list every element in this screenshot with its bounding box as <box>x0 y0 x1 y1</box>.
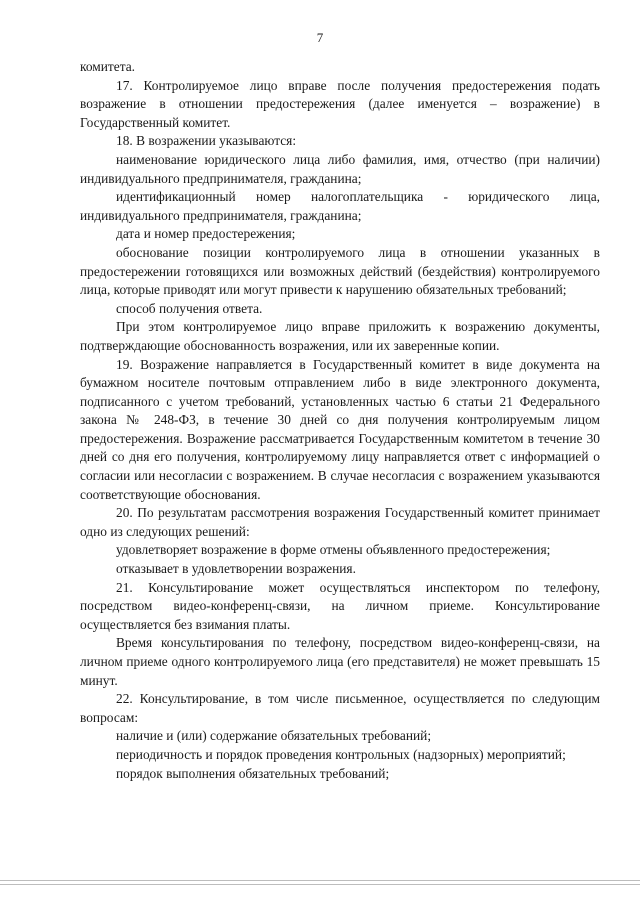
page-number: 7 <box>316 30 324 45</box>
paragraph: периодичность и порядок проведения контрольных (надзорных) мероприятий; <box>116 746 566 762</box>
paragraph: комитета. <box>80 59 136 74</box>
footer-divider <box>0 884 640 885</box>
paragraph: дата и номер предостережения; <box>116 226 296 242</box>
footer-divider <box>0 880 640 881</box>
paragraph: 19. Возражение направляется в Государственный комитет в виде документа на бумажном носителе почтовым отправлением либо в виде электронного документа, подписанного с учетом требований, установленных частью 6 статьи 21 Федерального закона № 248-ФЗ, в течение 30 дней со дня получения контролируемым лицом предостережения. Возражение рассматривается Государственным комитетом в течение 30 дней со дня его получения, контролируемому лицу направляется ответ с информацией о согласии или несогласии с возражением. В случае несогласия с возражением указываются соответствующие обоснования. <box>80 356 600 502</box>
paragraph: 17. Контролируемое лицо вправе после получения предостережения подать возражение в отношении предостережения (далее именуется – возражение) в Государственный комитет. <box>80 77 600 130</box>
paragraph: удовлетворяет возражение в форме отмены объявленного предостережения; <box>116 542 551 558</box>
paragraph: порядок выполнения обязательных требований; <box>116 765 390 781</box>
paragraph: наличие и (или) содержание обязательных требований; <box>116 728 432 744</box>
document-body <box>80 58 600 783</box>
paragraph: Время консультирования по телефону, посредством видео-конференц-связи, на личном приеме одного контролируемого лица (его представителя) не может превышать 15 минут. <box>80 635 600 688</box>
paragraph: 22. Консультирование, в том числе письменное, осуществляется по следующим вопросам: <box>80 691 600 725</box>
paragraph: отказывает в удовлетворении возражения. <box>116 561 356 577</box>
paragraph: 21. Консультирование может осуществляться инспектором по телефону, посредством видео-конференц-связи, на личном приеме. Консультирование осуществляется без взимания платы. <box>80 579 600 632</box>
paragraph: обоснование позиции контролируемого лица в отношении указанных в предостережении готовящихся или возможных действий (бездействия) контролируемого лица, которые приводят или могут привести к нарушению обязательных требований; <box>80 244 600 298</box>
paragraph: При этом контролируемое лицо вправе приложить к возражению документы, подтверждающие обоснованность возражения, или их заверенные копии. <box>80 319 600 353</box>
paragraph: идентификационный номер налогоплательщика - юридического лица, индивидуального предпринимателя, гражданина; <box>80 189 600 223</box>
paragraph: способ получения ответа. <box>116 300 263 316</box>
paragraph: наименование юридического лица либо фамилия, имя, отчество (при наличии) индивидуального предпринимателя, гражданина; <box>80 151 600 186</box>
paragraph: 20. По результатам рассмотрения возражения Государственный комитет принимает одно из следующих решений: <box>80 505 600 539</box>
paragraph: 18. В возражении указываются: <box>116 133 297 149</box>
